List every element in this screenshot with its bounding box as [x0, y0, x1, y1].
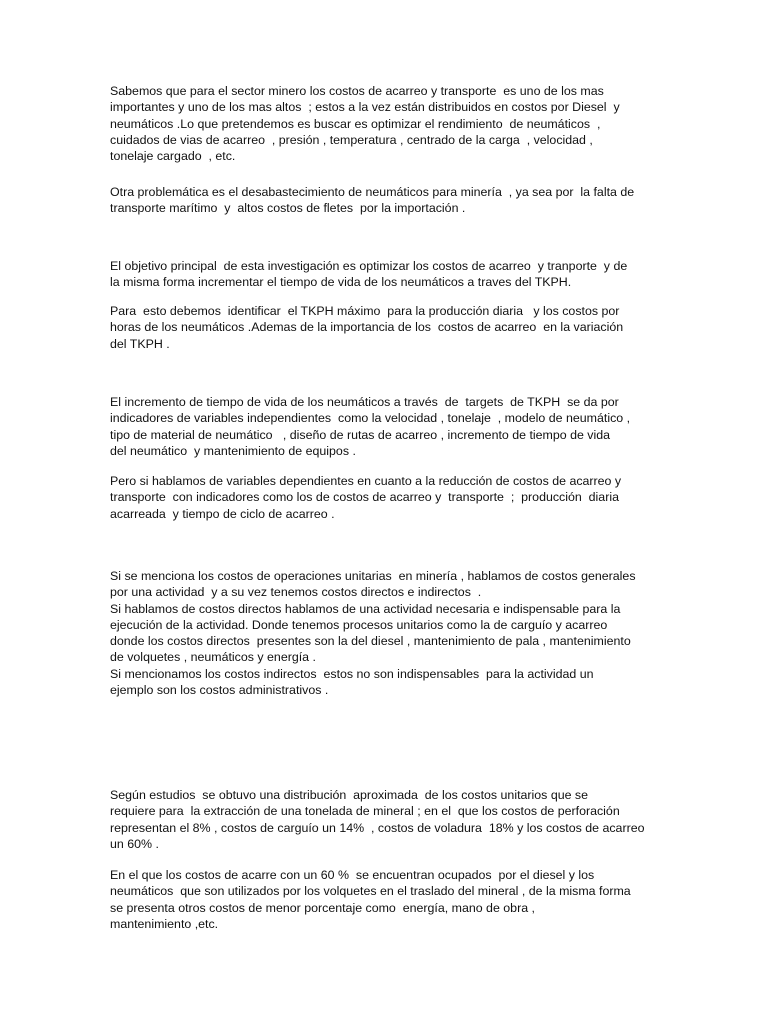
- paragraph-cost-distribution: Según estudios se obtuvo una distribución aproximada de los costos unitarios que se requiere para la extracción de una tonelada de mineral ; en el que los costos de perforación representan el 8% , costos de carguío un 14% , costos de voladura 18% y los costos de acarreo un 60% .: [110, 788, 645, 851]
- paragraph-unit-costs: Si se menciona los costos de operaciones unitarias en minería , hablamos de costos generales por una actividad y a su vez tenemos costos directos e indirectos . Si hablamos de costos directos hablamos de una actividad necesaria e indispensable para la ejecución de la actividad. Donde tenemos procesos unitarios como la de carguío y acarreo donde los costos directos presentes son la del diesel , mantenimiento de pala , mantenimiento de volquetes , neumáticos y energía . Si mencionamos los costos indirectos estos no son indispensables para la actividad un ejemplo son los costos administrativos .: [110, 569, 636, 698]
- paragraph-tkph: Para esto debemos identificar el TKPH máximo para la producción diaria y los costos por horas de los neumáticos .Ademas de la importancia de los costos de acarreo en la variación del TKPH .: [110, 304, 624, 351]
- paragraph-haulage-costs: En el que los costos de acarre con un 60 % se encuentran ocupados por el diesel y los neumáticos que son utilizados por los volquetes en el traslado del mineral , de la misma forma se presenta otros costos de menor porcentaje como energía, mano de obra , mantenimiento ,etc.: [110, 868, 631, 931]
- paragraph-dependent-variables: Pero si hablamos de variables dependientes en cuanto a la reducción de costos de acarreo y transporte con indicadores como los de costos de acarreo y transporte ; producción diaria acarreada y tiempo de ciclo de acarreo .: [110, 474, 622, 521]
- paragraph-independent-variables: El incremento de tiempo de vida de los neumáticos a través de targets de TKPH se da por indicadores de variables independientes como la velocidad , tonelaje , modelo de neumático , tipo de material de neumático , diseño de rutas de acarreo , incremento de tiempo de vida del neumático y mantenimiento de equipos .: [110, 395, 631, 458]
- paragraph-problem: Otra problemática es el desabastecimiento de neumáticos para minería , ya sea por la falta de transporte marítimo y altos costos de fletes por la importación .: [110, 185, 635, 216]
- paragraph-intro: Sabemos que para el sector minero los costos de acarreo y transporte es uno de los mas importantes y uno de los mas altos ; estos a la vez están distribuidos en costos por Diesel y neumáticos .Lo que pretendemos es buscar es optimizar el rendimiento de neumáticos , cuidados de vias de acarreo , presión , temperatura , centrado de la carga , velocidad , tonelaje cargado , etc.: [110, 84, 620, 164]
- paragraph-objective: El objetivo principal de esta investigación es optimizar los costos de acarreo y tranporte y de la misma forma incrementar el tiempo de vida de los neumáticos a traves del TKPH.: [110, 259, 628, 290]
